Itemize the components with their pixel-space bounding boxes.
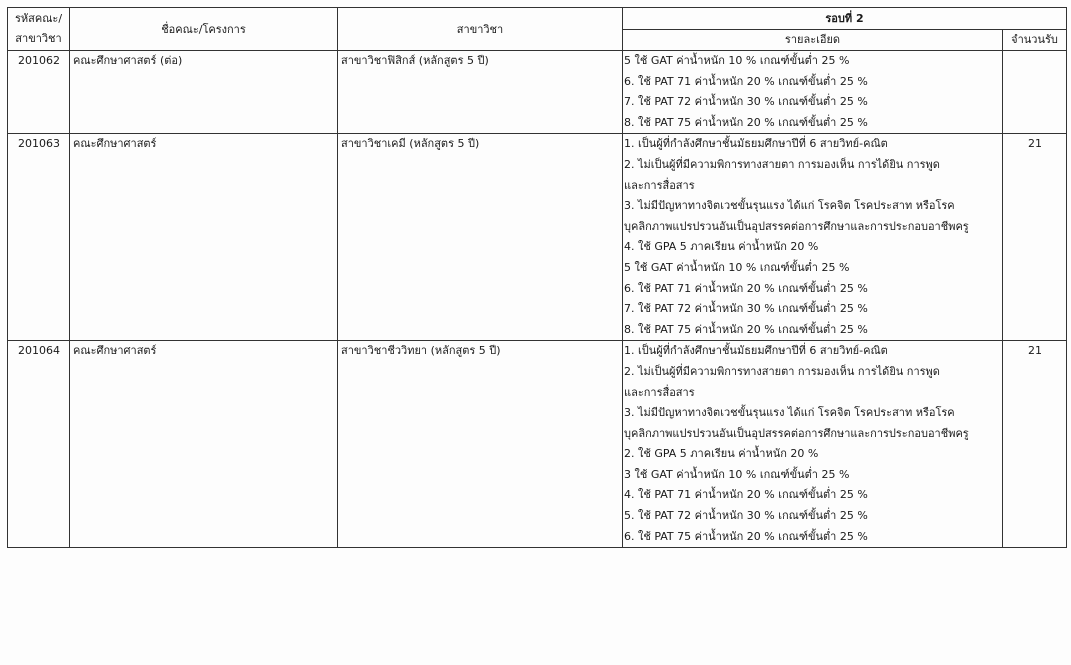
header-code [8,8,70,51]
detail-line: 3. ไม่มีปัญหาทางจิตเวชขั้นรุนแรง ได้แก่ โรคจิต โรคประสาท หรือโรค [624,406,955,420]
detail-line: 3 ใช้ GAT ค่าน้ำหนัก 10 % เกณฑ์ขั้นต่ำ 25 % [624,467,850,481]
header-detail: รายละเอียด [623,30,1003,51]
detail-line: 8. ใช้ PAT 75 ค่าน้ำหนัก 20 % เกณฑ์ขั้นต่ำ 25 % [624,115,868,129]
major-name [338,51,623,134]
detail-cell [623,341,1003,548]
detail-line: บุคลิกภาพแปรปรวนอันเป็นอุปสรรคต่อการศึกษาและการประกอบอาชีพครู [624,426,969,440]
detail-line: 1. เป็นผู้ที่กำลังศึกษาชั้นมัธยมศึกษาปีที่ 6 สายวิทย์-คณิต [624,344,888,358]
major-name [338,341,623,548]
admission-count-text [1003,51,1066,72]
faculty-name-text: คณะศึกษาศาสตร์ (ต่อ) [73,54,183,67]
table-row [8,134,1067,341]
program-code [8,134,70,341]
header-faculty: ชื่อคณะ/โครงการ [70,8,338,51]
admission-count [1003,134,1067,341]
detail-line: บุคลิกภาพแปรปรวนอันเป็นอุปสรรคต่อการศึกษาและการประกอบอาชีพครู [624,219,969,233]
admission-count-text: 21 [1028,344,1042,358]
faculty-name [70,341,338,548]
program-code-text: 201062 [18,54,60,67]
detail-line: 4. ใช้ PAT 71 ค่าน้ำหนัก 20 % เกณฑ์ขั้นต่ำ 25 % [624,488,868,502]
header-code-line2: สาขาวิชา [15,32,62,45]
admission-table [7,7,1067,548]
detail-line: 5 ใช้ GAT ค่าน้ำหนัก 10 % เกณฑ์ขั้นต่ำ 25 % [624,260,850,274]
faculty-name-text: คณะศึกษาศาสตร์ [73,344,157,358]
detail-line: 8. ใช้ PAT 75 ค่าน้ำหนัก 20 % เกณฑ์ขั้นต่ำ 25 % [624,322,868,336]
detail-line: 1. เป็นผู้ที่กำลังศึกษาชั้นมัธยมศึกษาปีที่ 6 สายวิทย์-คณิต [624,137,888,151]
major-name [338,134,623,341]
detail-line: 6. ใช้ PAT 71 ค่าน้ำหนัก 20 % เกณฑ์ขั้นต่ำ 25 % [624,74,868,88]
detail-line: 2. ใช้ GPA 5 ภาคเรียน ค่าน้ำหนัก 20 % [624,447,819,461]
detail-line: 4. ใช้ GPA 5 ภาคเรียน ค่าน้ำหนัก 20 % [624,240,819,254]
admission-count-text: 21 [1028,137,1042,151]
table-body [8,51,1067,548]
header-code-line1: รหัสคณะ/ [14,12,63,25]
detail-line: 2. ไม่เป็นผู้ที่มีความพิการทางสายตา การมองเห็น การได้ยิน การพูด [624,364,940,378]
table-row [8,51,1067,134]
detail-cell [623,51,1003,134]
major-name-text: สาขาวิชาชีววิทยา (หลักสูตร 5 ปี) [341,344,501,358]
detail-line: 3. ไม่มีปัญหาทางจิตเวชขั้นรุนแรง ได้แก่ โรคจิต โรคประสาท หรือโรค [624,199,955,213]
table-row [8,341,1067,548]
header-major: สาขาวิชา [338,8,623,51]
program-code-text: 201063 [18,137,60,151]
admission-count [1003,51,1067,134]
detail-line: 7. ใช้ PAT 72 ค่าน้ำหนัก 30 % เกณฑ์ขั้นต่ำ 25 % [624,302,868,316]
program-code-text: 201064 [18,344,60,358]
header-round: รอบที่ 2 [623,8,1067,30]
detail-cell [623,134,1003,341]
faculty-name [70,51,338,134]
detail-line: 7. ใช้ PAT 72 ค่าน้ำหนัก 30 % เกณฑ์ขั้นต่ำ 25 % [624,95,868,109]
detail-line: 5 ใช้ GAT ค่าน้ำหนัก 10 % เกณฑ์ขั้นต่ำ 25 % [624,54,850,67]
detail-line: และการสื่อสาร [624,178,695,192]
detail-line: 6. ใช้ PAT 75 ค่าน้ำหนัก 20 % เกณฑ์ขั้นต่ำ 25 % [624,529,868,543]
program-code [8,341,70,548]
detail-line: 2. ไม่เป็นผู้ที่มีความพิการทางสายตา การมองเห็น การได้ยิน การพูด [624,157,940,171]
detail-line: และการสื่อสาร [624,385,695,399]
detail-line: 6. ใช้ PAT 71 ค่าน้ำหนัก 20 % เกณฑ์ขั้นต่ำ 25 % [624,281,868,295]
detail-line: 5. ใช้ PAT 72 ค่าน้ำหนัก 30 % เกณฑ์ขั้นต่ำ 25 % [624,509,868,523]
program-code [8,51,70,134]
admission-count [1003,341,1067,548]
faculty-name-text: คณะศึกษาศาสตร์ [73,137,157,151]
major-name-text: สาขาวิชาเคมี (หลักสูตร 5 ปี) [341,137,480,151]
header-count: จำนวนรับ [1003,30,1067,51]
faculty-name [70,134,338,341]
major-name-text: สาขาวิชาฟิสิกส์ (หลักสูตร 5 ปี) [341,54,489,67]
